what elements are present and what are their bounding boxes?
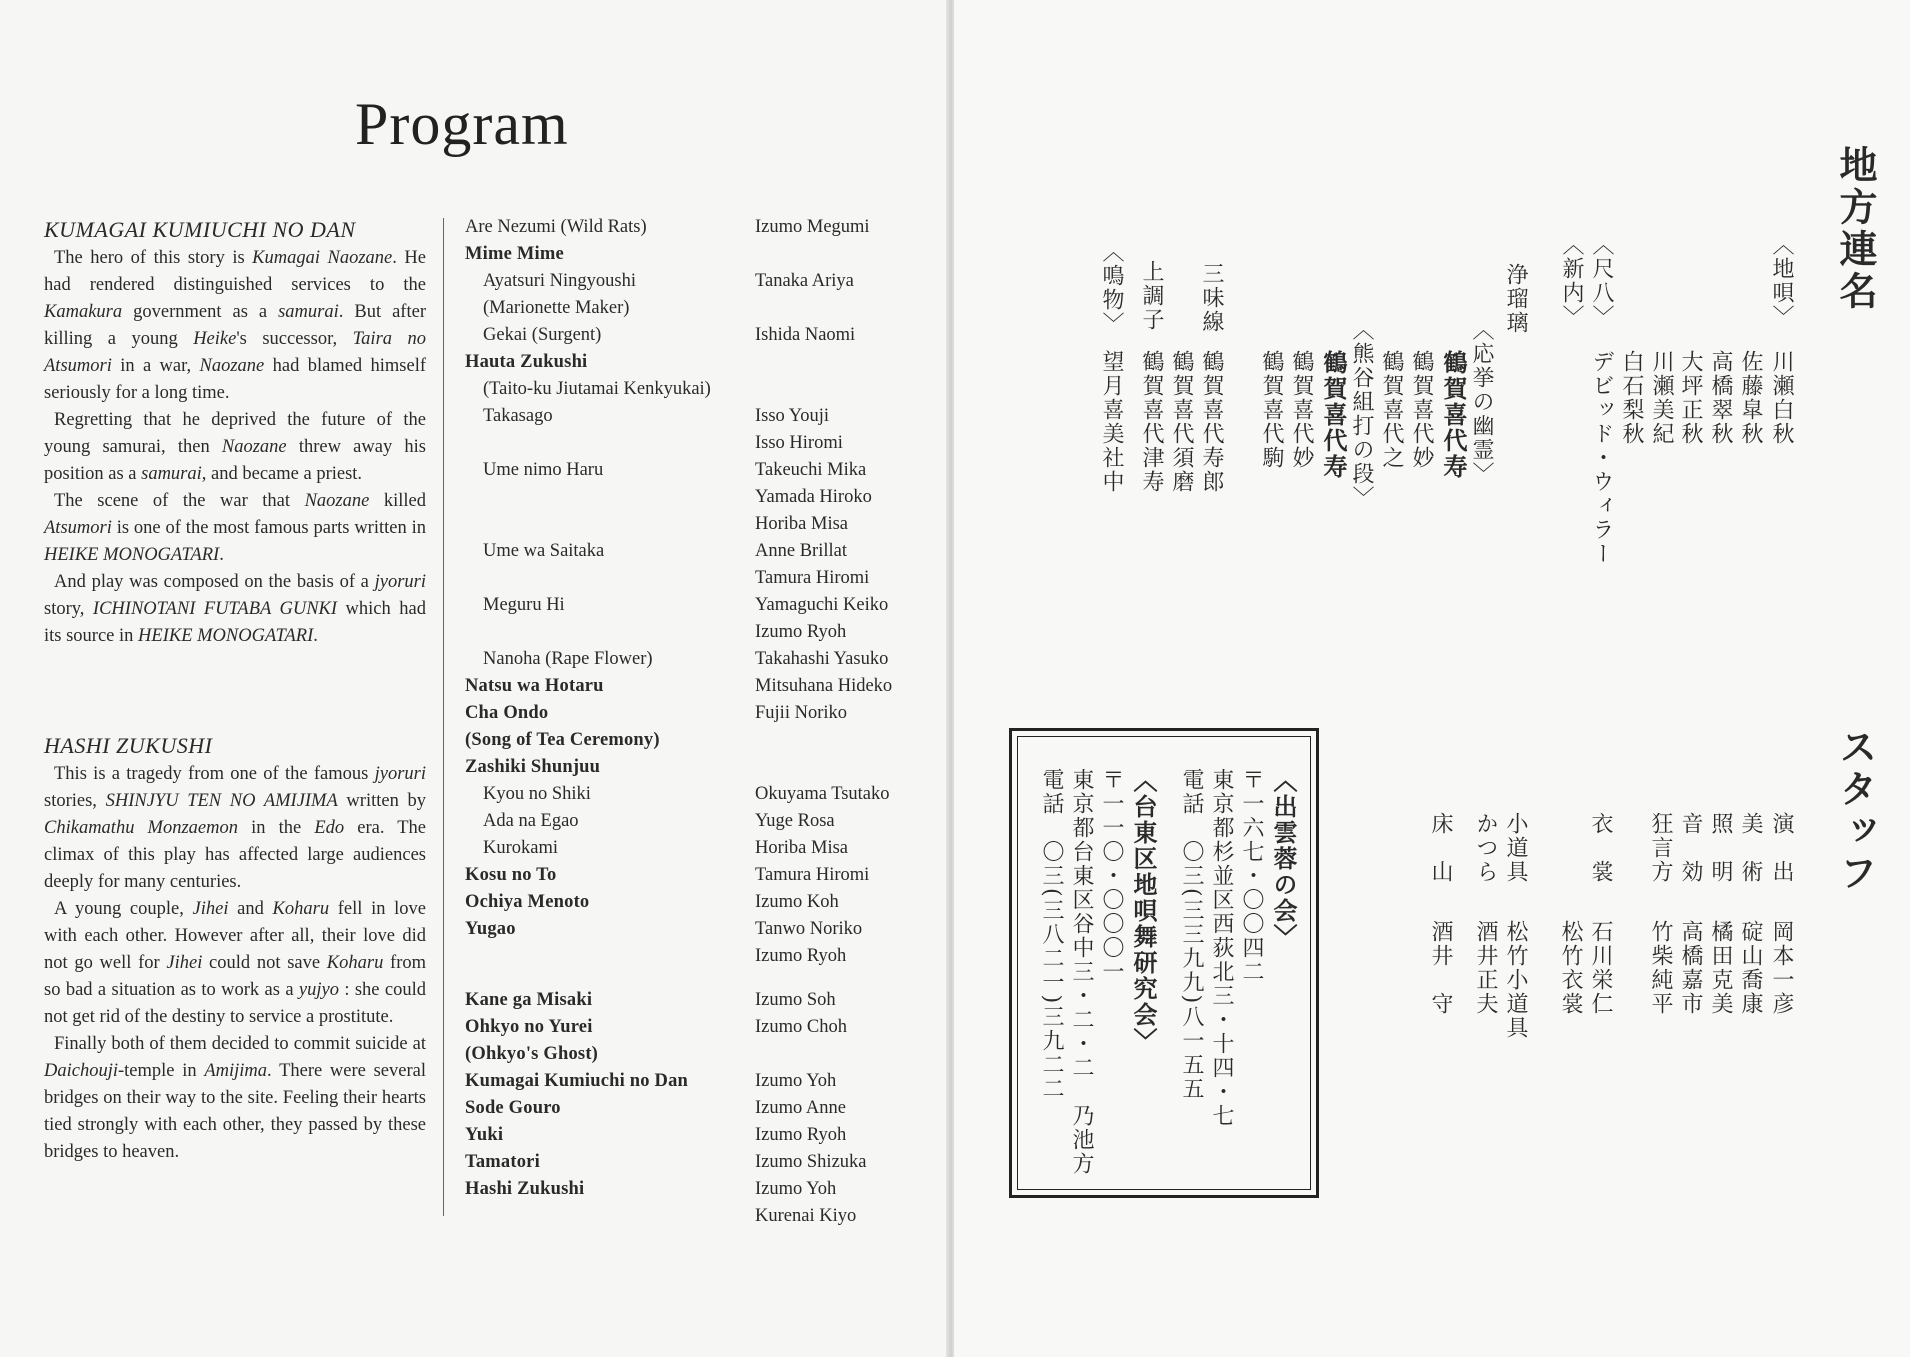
contact-line: 電話 〇三(三三九九)八一五五	[1179, 768, 1204, 1102]
program-row	[465, 457, 935, 484]
performer-name: Izumo Anne	[755, 1098, 846, 1118]
piece-title: Kyou no Shiki	[483, 784, 591, 804]
program-row	[465, 241, 935, 268]
hashi-story	[44, 732, 426, 1166]
piece-title: Ayatsuri Ningyoushi	[483, 271, 636, 291]
performer-name: Ishida Naomi	[755, 325, 856, 345]
piece-title: Are Nezumi (Wild Rats)	[465, 217, 647, 237]
program-row	[465, 1068, 935, 1095]
staff-name: 碇山喬康	[1738, 920, 1763, 1016]
staff-name: 岡本一彦	[1769, 920, 1794, 1016]
performer-name: Isso Youji	[755, 406, 830, 426]
piece-title: Kumagai Kumiuchi no Dan	[465, 1071, 689, 1091]
program-row	[465, 781, 935, 808]
program-row	[465, 430, 935, 457]
piece-title: Sode Gouro	[465, 1098, 561, 1118]
performer-name: Tanwo Noriko	[755, 919, 863, 939]
piece-title: Ohkyo no Yurei	[465, 1017, 593, 1037]
hashi-paragraphs	[44, 761, 426, 1166]
contact-line: 東京都杉並区西荻北三・十四・七	[1209, 768, 1234, 1128]
staff-name: 酒井 守	[1428, 920, 1453, 1016]
jikata-name: 大坪正秋	[1678, 350, 1703, 446]
performer-name: Izumo Shizuka	[755, 1152, 867, 1172]
contact-line: 〒一一〇・〇〇〇一	[1099, 768, 1124, 984]
piece-title: Ochiya Menoto	[465, 892, 590, 912]
staff-role: 音 効	[1678, 812, 1703, 884]
program-row	[465, 376, 935, 403]
piece-title: Mime Mime	[465, 244, 564, 264]
kumagai-paragraph: Regretting that he deprived the future of the young samurai, then Naozane threw away his position as a samurai, and became a priest.	[44, 410, 426, 484]
jikata-name: 鶴賀喜代須磨	[1169, 350, 1194, 494]
piece-title: Hashi Zukushi	[465, 1179, 585, 1199]
program-title: Program	[355, 91, 569, 157]
jikata-role: 〈鳴物〉	[1099, 240, 1124, 336]
performer-name: Izumo Megumi	[755, 217, 870, 237]
staff-role: 演 出	[1769, 812, 1794, 884]
program-row	[465, 1149, 935, 1176]
staff-role: 小道具	[1503, 812, 1528, 884]
performer-name: Isso Hiromi	[755, 433, 843, 453]
jikata-heading: 地方連名	[1833, 145, 1878, 313]
staff-role: 衣 裳	[1588, 812, 1613, 884]
piece-title: Meguru Hi	[483, 595, 565, 615]
program-row	[465, 322, 935, 349]
piece-title: Kane ga Misaki	[465, 990, 593, 1010]
program-row	[465, 565, 935, 592]
performer-name: Izumo Yoh	[755, 1179, 837, 1199]
jikata-name: 望月喜美社中	[1099, 350, 1124, 494]
performer-name: Fujii Noriko	[755, 703, 847, 723]
staff-name: 松竹小道具	[1503, 920, 1528, 1040]
program-row	[465, 646, 935, 673]
staff-name: 松竹衣裳	[1558, 920, 1583, 1016]
performer-name: Yamada Hiroko	[755, 487, 872, 507]
contact-line: 電話 〇三(三八二一)三九二二	[1039, 768, 1064, 1102]
piece-title: Ume nimo Haru	[483, 460, 604, 480]
program-row	[465, 862, 935, 889]
contact-line: 〒一六七・〇〇四二	[1239, 768, 1264, 984]
jikata-role: 浄瑠璃	[1503, 263, 1528, 335]
performer-name: Yuge Rosa	[755, 811, 835, 831]
staff-heading: スタッフ	[1833, 727, 1878, 895]
staff-role: 床 山	[1428, 812, 1453, 884]
piece-title: Yugao	[465, 919, 516, 939]
staff-name: 高橋嘉市	[1678, 920, 1703, 1016]
piece-title: (Ohkyo's Ghost)	[465, 1044, 599, 1064]
hashi-paragraph: This is a tragedy from one of the famous jyoruri stories, SHINJYU TEN NO AMIJIMA written by Chikamathu Monzaemon in the Edo era. The climax of this play has affected large audiences deeply for many centuries.	[44, 764, 426, 892]
program-row	[465, 619, 935, 646]
kumagai-paragraph: And play was composed on the basis of a jyoruri story, ICHINOTANI FUTABA GUNKI which had its source in HEIKE MONOGATARI.	[44, 572, 426, 646]
performer-name: Mitsuhana Hideko	[755, 676, 893, 696]
piece-title: Hauta Zukushi	[465, 352, 588, 372]
jikata-name: 佐藤皐秋	[1738, 350, 1763, 446]
performer-name: Horiba Misa	[755, 838, 848, 858]
program-row	[465, 214, 935, 241]
performer-name: Izumo Soh	[755, 990, 836, 1010]
jikata-role: 〈尺八〉	[1589, 233, 1614, 329]
piece-title: (Taito-ku Jiutamai Kenkyukai)	[483, 379, 711, 399]
performer-name: Okuyama Tsutako	[755, 784, 890, 804]
performer-name: Horiba Misa	[755, 514, 848, 534]
staff-role: 照 明	[1708, 812, 1733, 884]
performer-name: Anne Brillat	[755, 541, 847, 561]
contact-line: 東京都台東区谷中三・二・二 乃池方	[1069, 768, 1094, 1176]
program-row	[465, 673, 935, 700]
program-row	[465, 1095, 935, 1122]
jikata-name: 鶴賀喜代寿	[1439, 350, 1468, 480]
performer-name: Yamaguchi Keiko	[755, 595, 889, 615]
program-row	[465, 727, 935, 754]
jikata-name: 鶴賀喜代寿	[1319, 350, 1348, 480]
performer-name: Izumo Ryoh	[755, 946, 847, 966]
performer-name: Tamura Hiromi	[755, 568, 870, 588]
program-row	[465, 835, 935, 862]
piece-title: Ada na Egao	[483, 811, 579, 831]
jikata-name: 川瀬美紀	[1649, 350, 1674, 446]
program-row	[465, 916, 935, 943]
jikata-name: 鶴賀喜代津寿	[1139, 350, 1164, 494]
program-row	[465, 592, 935, 619]
jikata-name: 〈応挙の幽霊〉	[1469, 318, 1494, 486]
kumagai-paragraph: The scene of the war that Naozane killed Atsumori is one of the most famous parts written in HEIKE MONOGATARI.	[44, 491, 426, 565]
performer-name: Izumo Koh	[755, 892, 839, 912]
jikata-name: 鶴賀喜代之	[1379, 350, 1404, 470]
program-row	[465, 349, 935, 376]
program-row	[465, 484, 935, 511]
piece-title: Yuki	[465, 1125, 504, 1145]
jikata-name: 白石梨秋	[1619, 350, 1644, 446]
contact-line: 〈台東区地唄舞研究会〉	[1129, 768, 1158, 1054]
piece-title: Tamatori	[465, 1152, 540, 1172]
program-row	[465, 1041, 935, 1068]
hashi-paragraph: Finally both of them decided to commit suicide at Daichouji-temple in Amijima. There were several bridges on their way to the site. Feeling their hearts tied strongly with each other, they passed by these bridges to heaven.	[44, 1034, 426, 1162]
program-row	[465, 943, 935, 970]
performer-name: Izumo Yoh	[755, 1071, 837, 1091]
program-row	[465, 538, 935, 565]
contact-line: 〈出雲蓉の会〉	[1269, 768, 1298, 950]
piece-title: Ume wa Saitaka	[483, 541, 605, 561]
jikata-name: 鶴賀喜代駒	[1259, 350, 1284, 470]
staff-role: かつら	[1473, 812, 1498, 884]
kumagai-story	[44, 216, 426, 650]
piece-title: Takasago	[483, 406, 553, 426]
jikata-role: 〈地唄〉	[1769, 233, 1794, 329]
kumagai-paragraph: The hero of this story is Kumagai Naozane. He had rendered distinguished services to the Kamakura government as a samurai. But after killing a young Heike's successor, Taira no Atsumori in a war, Naozane had blamed himself seriously for a long time.	[44, 248, 427, 403]
program-row	[465, 987, 935, 1014]
kumagai-paragraphs	[44, 245, 426, 650]
program-row	[465, 511, 935, 538]
performer-name: Takahashi Yasuko	[755, 649, 889, 669]
performer-name: Izumo Ryoh	[755, 622, 847, 642]
piece-title: Zashiki Shunjuu	[465, 757, 601, 777]
program-row	[465, 1122, 935, 1149]
jikata-name: 鶴賀喜代妙	[1289, 350, 1314, 470]
program-row	[465, 754, 935, 781]
program-row	[465, 1014, 935, 1041]
program-row	[465, 808, 935, 835]
performer-name: Tanaka Ariya	[755, 271, 854, 291]
program-row	[465, 403, 935, 430]
piece-title: Gekai (Surgent)	[483, 325, 602, 345]
hashi-paragraph: A young couple, Jihei and Koharu fell in love with each other. However after all, their love did not go well for Jihei could not save Koharu from so bad a situation as to work as a yujyo : she could not get rid of the destiny to service a prostitute.	[44, 899, 426, 1027]
program-row	[465, 889, 935, 916]
program-row	[465, 295, 935, 322]
program-row	[465, 700, 935, 727]
jikata-role: 〈新内〉	[1559, 233, 1584, 329]
program-row	[465, 1203, 935, 1230]
jikata-name: 高橋翠秋	[1708, 350, 1733, 446]
program-list	[465, 214, 935, 1230]
program-row	[465, 1176, 935, 1203]
performer-name: Izumo Choh	[755, 1017, 847, 1037]
piece-title: Nanoha (Rape Flower)	[483, 649, 653, 669]
staff-name: 酒井正夫	[1473, 920, 1498, 1016]
performer-name: Tamura Hiromi	[755, 865, 870, 885]
jikata-name: 鶴賀喜代寿郎	[1199, 350, 1224, 494]
performer-name: Izumo Ryoh	[755, 1125, 847, 1145]
staff-name: 竹柴純平	[1648, 920, 1673, 1016]
piece-title: (Marionette Maker)	[483, 298, 630, 318]
jikata-name: 川瀬白秋	[1769, 350, 1794, 446]
jikata-name: 〈熊谷組打の段〉	[1349, 318, 1374, 510]
performer-name: Kurenai Kiyo	[755, 1206, 857, 1226]
hashi-heading: HASHI ZUKUSHI	[44, 733, 213, 758]
staff-name: 橘田克美	[1708, 920, 1733, 1016]
jikata-name: デビッド・ウィラー	[1589, 350, 1614, 566]
jikata-role: 三味線	[1199, 262, 1224, 334]
piece-title: (Song of Tea Ceremony)	[465, 730, 660, 750]
jikata-role: 上調子	[1139, 260, 1164, 332]
staff-role: 美 術	[1738, 812, 1763, 884]
piece-title: Cha Ondo	[465, 703, 549, 723]
performer-name: Takeuchi Mika	[755, 460, 867, 480]
piece-title: Kurokami	[483, 838, 559, 858]
staff-role: 狂言方	[1648, 812, 1673, 884]
jikata-name: 鶴賀喜代妙	[1409, 350, 1434, 470]
kumagai-heading: KUMAGAI KUMIUCHI NO DAN	[44, 217, 356, 242]
staff-name: 石川栄仁	[1588, 920, 1613, 1016]
piece-title: Natsu wa Hotaru	[465, 676, 604, 696]
program-row	[465, 268, 935, 295]
column-divider	[443, 218, 444, 1216]
piece-title: Kosu no To	[465, 865, 557, 885]
